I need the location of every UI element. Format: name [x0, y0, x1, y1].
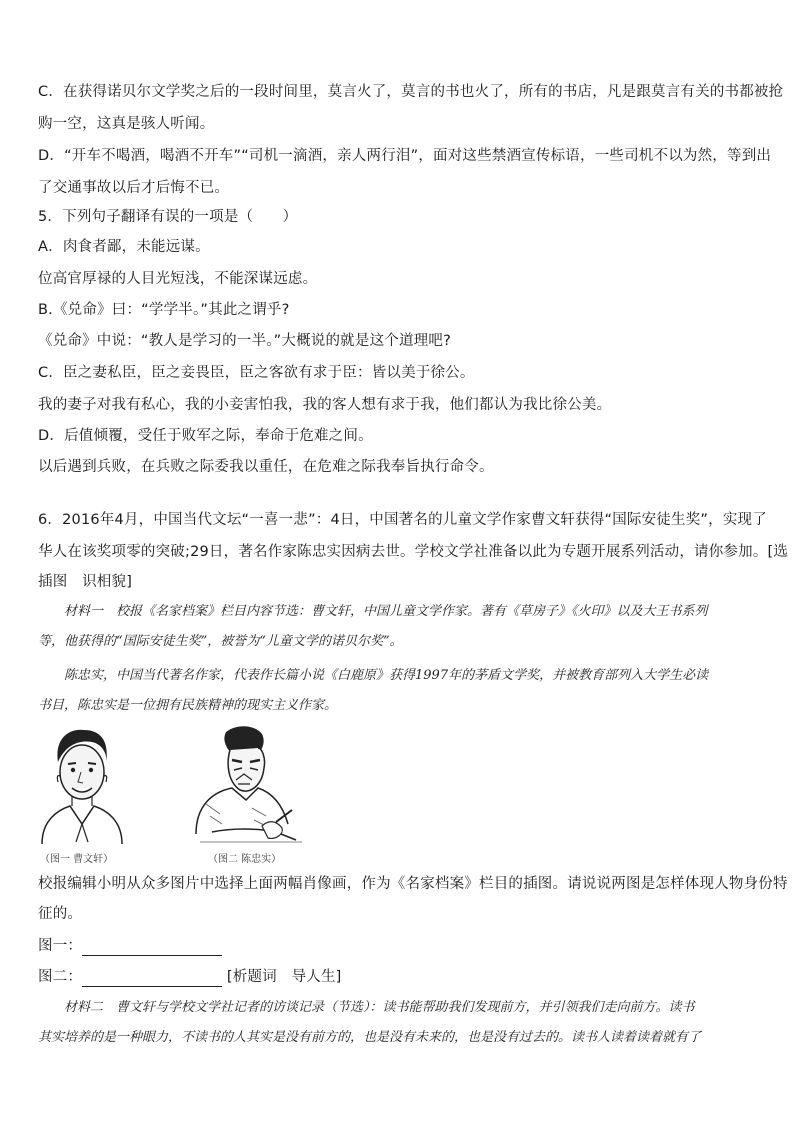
material-one-line4: 书目，陈忠实是一位拥有民族精神的现实主义作家。: [38, 698, 338, 713]
material-one-line1: 材料一 校报《名家档案》栏目内容节选：曹文轩，中国儿童文学作家。著有《草房子》《火印》以及大王书系列: [64, 604, 708, 619]
q5-option-b: B.《兑命》曰：“学学半。”其此之谓乎?: [38, 302, 290, 318]
q5-option-a: A．肉食者鄙，未能远谋。: [38, 239, 210, 255]
q6-ask-line1: 校报编辑小明从众多图片中选择上面两幅肖像画，作为《名家档案》栏目的插图。请说说两图是怎样体现人物身份特: [38, 876, 788, 892]
q5-option-d-translation: 以后遇到兵败，在兵败之际委我以重任，在危难之际我奉旨执行命令。: [38, 459, 494, 475]
q6-stem-line3: 插图 识相貌]: [38, 574, 133, 590]
answer-two-label: 图二：: [38, 969, 83, 985]
answer-one-blank[interactable]: [82, 941, 222, 956]
q6-stem-line1: 6．2016年4月，中国当代文坛“一喜一悲”：4日，中国著名的儿童文学作家曹文轩获得“国际安徒生奖”，实现了: [38, 512, 767, 528]
figure-one-caption: （图一 曹文轩）: [40, 854, 114, 865]
section-heading-analysis: [析题词 导人生]: [226, 969, 342, 985]
figure-two-caption: （图二 陈忠实）: [208, 854, 282, 865]
q5-option-c: C．臣之妻私臣，臣之妾畏臣，臣之客欲有求于臣：皆以美于徐公。: [38, 365, 475, 381]
answer-figure-one: [38, 936, 222, 956]
material-two-line2: 其实培养的是一种眼力，不读书的人其实是没有前方的，也是没有未来的，也是没有过去的。读书人读着读着就有了: [38, 1030, 702, 1045]
answer-two-blank[interactable]: [82, 972, 222, 987]
q5-option-b-translation: 《兑命》中说：“教人是学习的一半。”大概说的就是这个道理吧?: [38, 333, 451, 349]
material-two-line1: 材料二 曹文轩与学校文学社记者的访谈记录（节选）：读书能帮助我们发现前方，并引领我们走向前方。读书: [64, 1000, 695, 1015]
q5-option-d: D．后值倾覆，受任于败军之际，奉命于危难之间。: [38, 428, 373, 444]
q4-option-d-line2: 了交通事故以后才后悔不已。: [38, 180, 230, 196]
material-one-line3: 陈忠实，中国当代著名作家，代表作长篇小说《白鹿原》获得1997年的茅盾文学奖，并被教育部列入大学生必读: [64, 668, 709, 683]
q6-ask-line2: 征的。: [38, 906, 83, 922]
material-one-line2: 等，他获得的“国际安徒生奖”，被誉为“儿童文学的诺贝尔奖”。: [38, 634, 403, 649]
q4-option-c-line1: C．在获得诺贝尔文学奖之后的一段时间里，莫言火了，莫言的书也火了，所有的书店，凡是跟莫言有关的书都被抢: [38, 84, 784, 100]
q5-option-c-translation: 我的妻子对我有私心，我的小妾害怕我，我的客人想有求于我，他们都认为我比徐公美。: [38, 397, 612, 413]
q4-option-c-line2: 购一空，这真是骇人听闻。: [38, 116, 215, 132]
answer-figure-two: [38, 967, 342, 987]
q5-option-a-translation: 位高官厚禄的人目光短浅，不能深谋远虑。: [38, 271, 318, 287]
q5-stem: 5．下列句子翻译有误的一项是（ ）: [38, 209, 298, 225]
q6-stem-line2: 华人在该奖项零的突破;29日，著名作家陈忠实因病去世。学校文学社准备以此为专题开展系列活动，请你参加。[选: [38, 544, 789, 560]
portrait-cao-wenxuan: [36, 724, 126, 844]
q4-option-d-line1: D．“开车不喝酒，喝酒不开车”“司机一滴酒，亲人两行泪”，面对这些禁酒宣传标语，一些司机不以为然，等到出: [38, 148, 772, 164]
answer-one-label: 图一：: [38, 938, 83, 954]
portrait-chen-zhongshi: [192, 724, 304, 848]
